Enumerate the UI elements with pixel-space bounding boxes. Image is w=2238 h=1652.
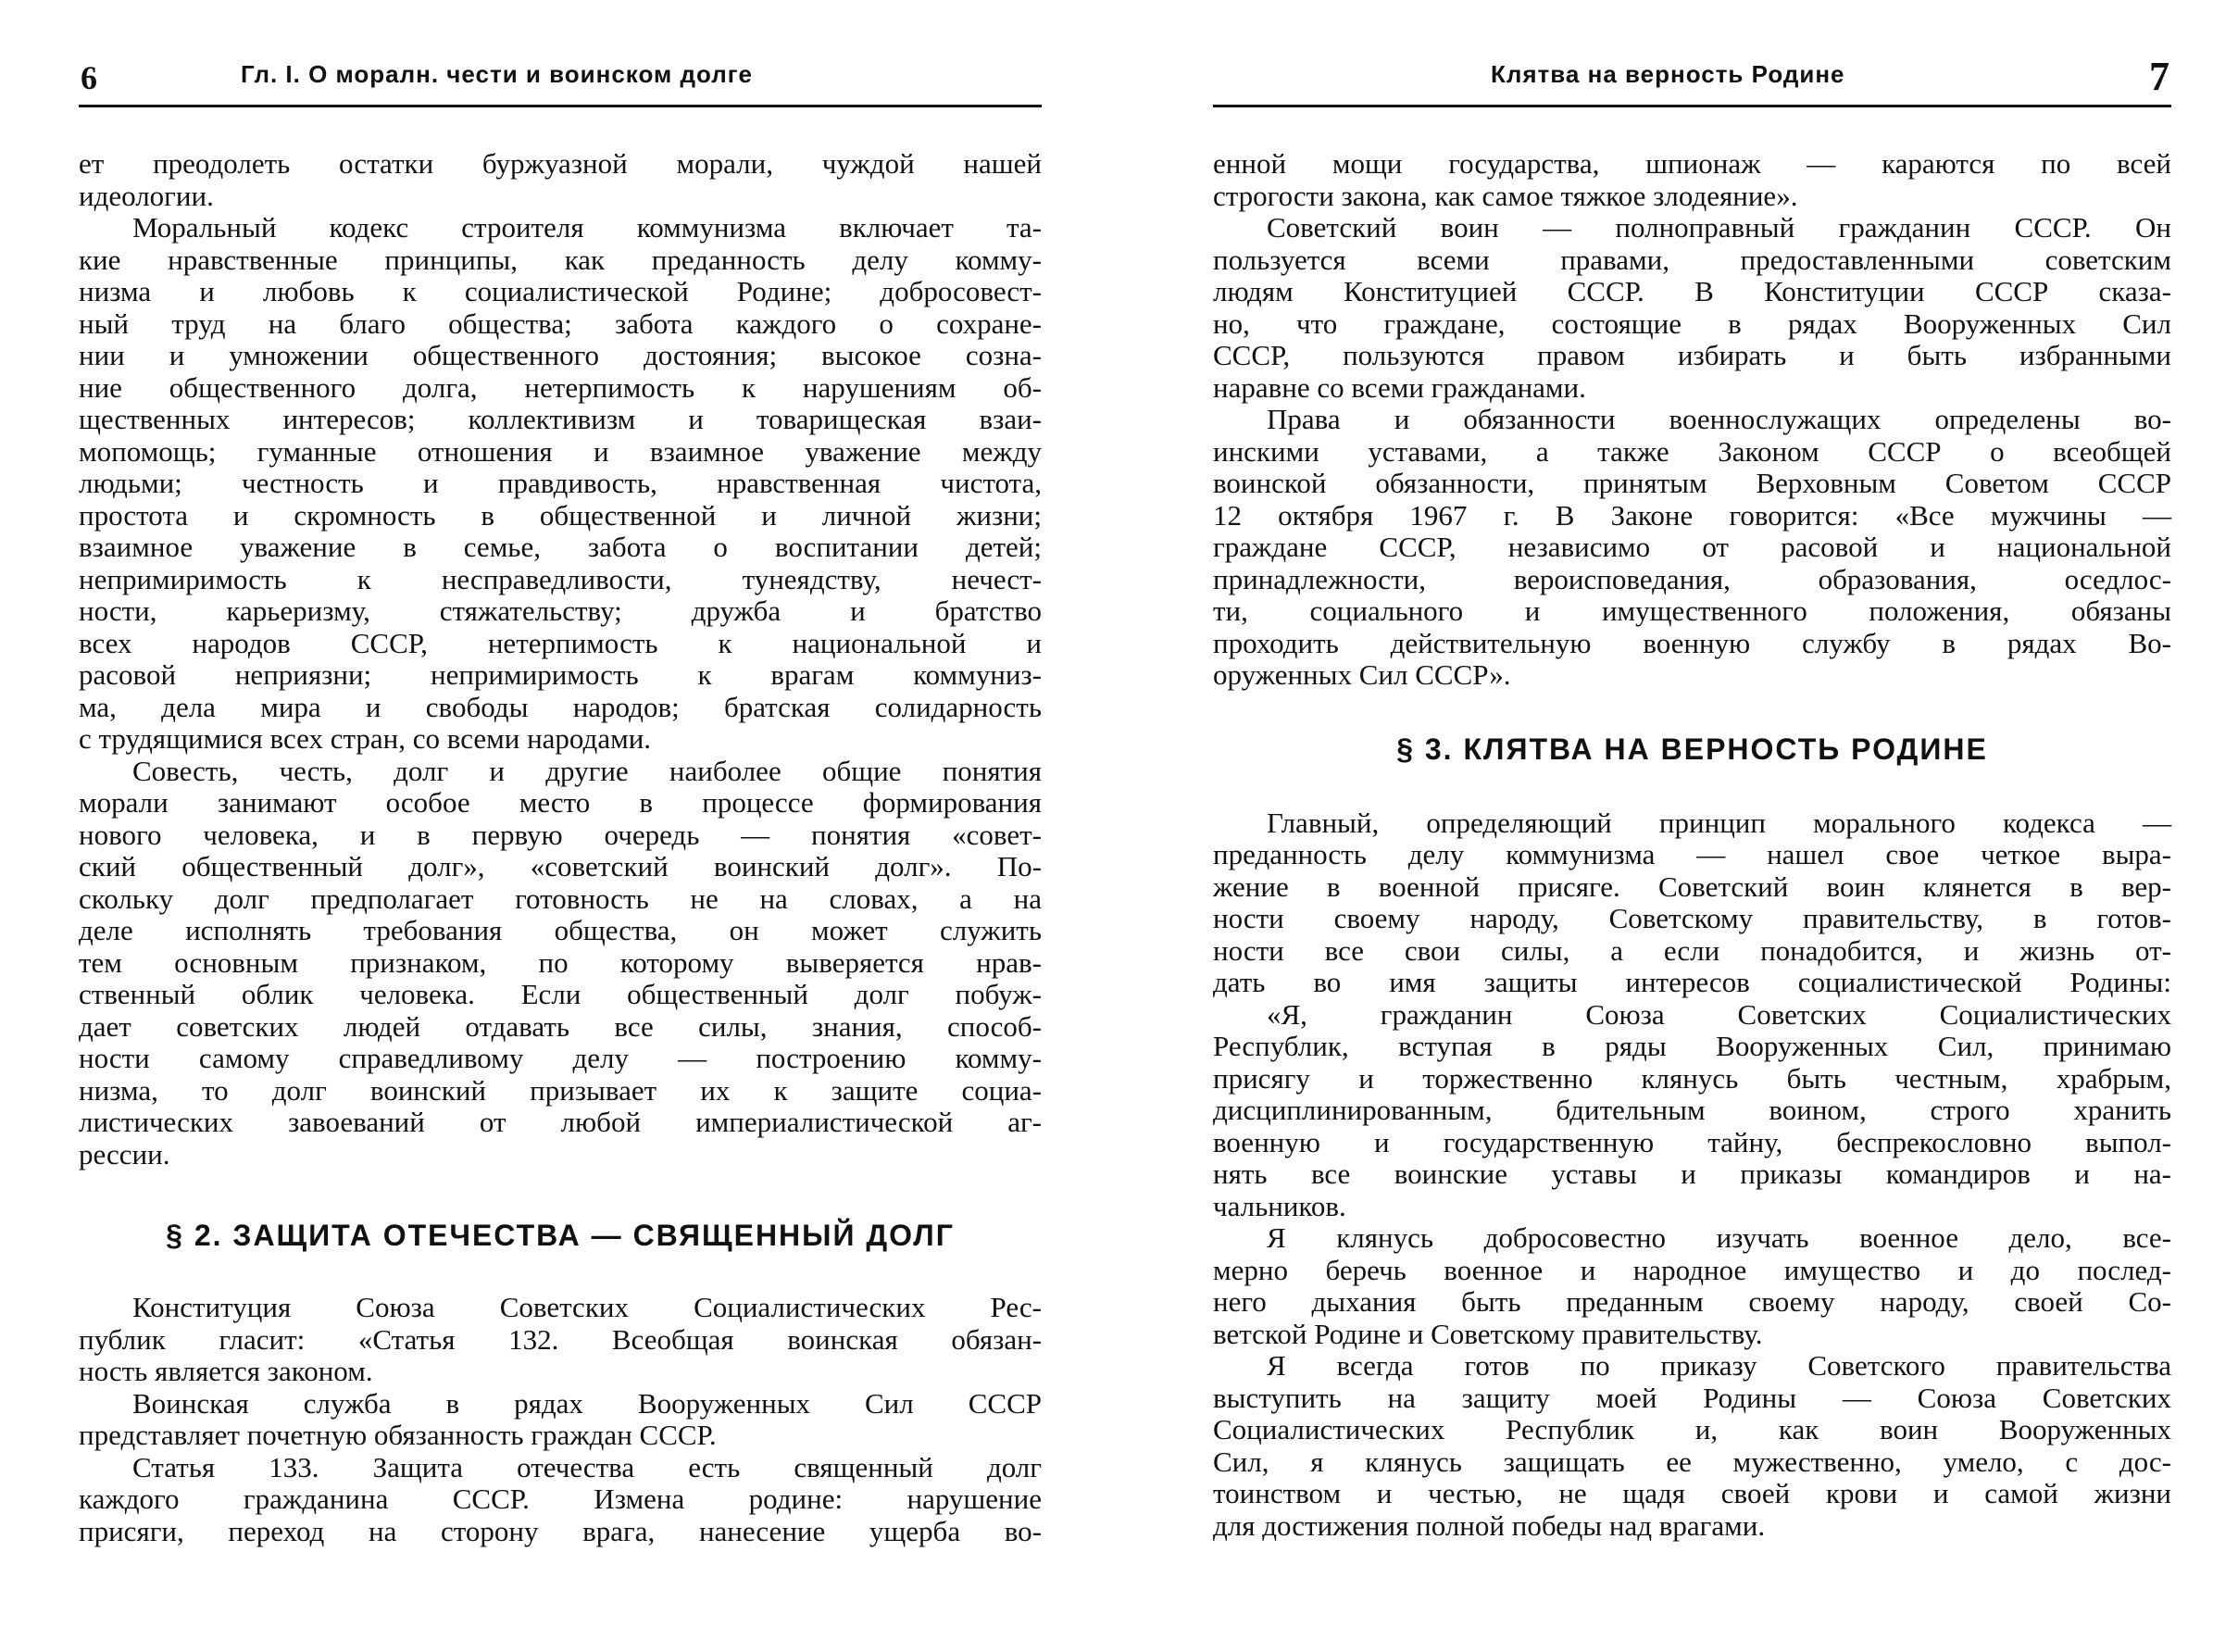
text-line: идеологии.	[79, 179, 214, 212]
text-line: Права и обязанности военнослужащих определены во-	[1267, 403, 2171, 435]
text-line: ти, социального и имущественного положения, обязаны	[1213, 594, 2171, 627]
text-line: инскими уставами, а также Законом СССР о всеобщей	[1213, 434, 2171, 468]
text-line: с трудящимися всех стран, со всеми народами.	[79, 722, 652, 755]
text-line: деле исполнять требования общества, он может служить	[79, 914, 1042, 946]
right-running-title: Клятва на верность Родине	[1491, 60, 1845, 88]
text-line: для достижения полной победы над врагами.	[1213, 1508, 1766, 1542]
text-line: граждане СССР, независимо от расовой и национальной	[1213, 531, 2171, 563]
text-line: ности самому справедливому делу — построению комму-	[79, 1042, 1042, 1074]
text-line: людьми; честность и правдивость, нравственная чистота,	[79, 467, 1042, 499]
text-line: Сил, я клянусь защищать ее мужественно, умело, с дос-	[1213, 1445, 2171, 1478]
text-line: мерно беречь военное и народное имущество и до послед-	[1213, 1253, 2171, 1286]
text-line: Конституция Союза Советских Социалистических Рес-	[132, 1291, 1042, 1323]
text-line: оруженных Сил СССР».	[1213, 658, 1511, 691]
section-3-heading: § 3. КЛЯТВА НА ВЕРНОСТЬ РОДИНЕ	[1396, 732, 1988, 766]
text-line: Главный, определяющий принцип морального кодекса —	[1267, 806, 2171, 839]
text-line: Моральный кодекс строителя коммунизма включает та-	[132, 211, 1042, 244]
text-line: простота и скромность в общественной и личной жизни;	[79, 498, 1042, 532]
text-line: ветской Родине и Советскому правительству.	[1213, 1317, 1763, 1350]
text-line: ности, карьеризму, стяжательству; дружба и братство	[79, 594, 1042, 627]
text-line: ный труд на благо общества; забота каждого о сохране-	[79, 307, 1042, 340]
text-line: но, что граждане, состоящие в рядах Вооруженных Сил	[1213, 307, 2171, 340]
text-line: Советский воин — полноправный гражданин СССР. Он	[1267, 211, 2171, 244]
text-line: расовой неприязни; непримиримость к врагам коммуниз-	[79, 658, 1042, 691]
text-line: Республик, вступая в ряды Вооруженных Сил, принимаю	[1213, 1030, 2171, 1062]
text-line: дать во имя защиты интересов социалистической Родины:	[1213, 966, 2171, 998]
text-line: взаимное уважение в семье, забота о воспитании детей;	[79, 531, 1042, 563]
text-line: нии и умножении общественного достояния; высокое созна-	[79, 339, 1042, 371]
text-line: енной мощи государства, шпионаж — караются по всей	[1213, 147, 2171, 180]
left-page-number: 6	[81, 59, 97, 96]
right-text-block-2	[1213, 807, 2171, 1543]
right-page-number: 7	[2149, 54, 2169, 99]
text-line: СССР, пользуются правом избирать и быть избранными	[1213, 339, 2171, 371]
text-line: рессии.	[79, 1137, 170, 1170]
text-line: преданность делу коммунизма — нашел свое четкое выра-	[1213, 838, 2171, 870]
text-line: непримиримость к несправедливости, тунеядству, нечест-	[79, 562, 1042, 595]
text-line: дает советских людей отдавать все силы, знания, способ-	[79, 1009, 1042, 1043]
text-line: пользуется всеми правами, предоставленными советским	[1213, 243, 2171, 276]
text-line: нового человека, и в первую очередь — понятия «совет-	[79, 818, 1042, 851]
text-line: «Я, гражданин Союза Советских Социалистических	[1267, 997, 2171, 1031]
text-line: присяги, переход на сторону врага, нанесение ущерба во-	[79, 1514, 1042, 1547]
text-line: Я всегда готов по приказу Советского правительства	[1267, 1349, 2171, 1382]
text-line: ность является законом.	[79, 1355, 373, 1387]
text-line: нять все воинские уставы и приказы командиров и на-	[1213, 1158, 2171, 1190]
text-line: него дыхания быть преданным своему народу, своей Со-	[1213, 1285, 2171, 1318]
text-line: представляет почетную обязанность граждан СССР.	[79, 1419, 717, 1451]
text-line: публик гласит: «Статья 132. Всеобщая воинская обязан-	[79, 1322, 1042, 1356]
text-line: низма, то долг воинский призывает их к защите социа-	[79, 1073, 1042, 1107]
left-running-title: Гл. I. О моралн. чести и воинском долге	[241, 60, 754, 88]
text-line: Социалистических Республик и, как воин Вооруженных	[1213, 1413, 2171, 1446]
text-line: принадлежности, вероисповедания, образования, оседлос-	[1213, 562, 2171, 595]
text-line: тем основным признаком, по которому выверяется нрав-	[79, 945, 1042, 979]
text-line: ности все свои силы, а если понадобится, и жизнь от-	[1213, 933, 2171, 967]
text-line: ности своему народу, Советскому правительству, в готов-	[1213, 902, 2171, 934]
text-line: Я клянусь добросовестно изучать военное дело, все-	[1267, 1221, 2171, 1254]
text-line: листических завоеваний от любой империалистической аг-	[79, 1106, 1042, 1138]
right-text-block-1	[1213, 148, 2171, 692]
left-running-head	[79, 51, 1042, 107]
text-line: морали занимают особое место в процессе формирования	[79, 786, 1042, 819]
text-line: строгости закона, как самое тяжкое злодеяние».	[1213, 179, 1798, 212]
text-line: Статья 133. Защита отечества есть священный долг	[132, 1450, 1042, 1483]
left-page	[79, 0, 1042, 1652]
section-2-heading: § 2. ЗАЩИТА ОТЕЧЕСТВА — СВЯЩЕННЫЙ ДОЛГ	[166, 1219, 955, 1252]
text-line: ет преодолеть остатки буржуазной морали, чуждой нашей	[79, 147, 1042, 180]
text-line: Воинская служба в рядах Вооруженных Сил СССР	[132, 1386, 1042, 1420]
text-line: наравне со всеми гражданами.	[1213, 370, 1586, 404]
text-line: проходить действительную военную службу в рядах Во-	[1213, 626, 2171, 659]
text-line: ние общественного долга, нетерпимость к нарушениям об-	[79, 370, 1042, 404]
text-line: всех народов СССР, нетерпимость к национальной и	[79, 626, 1042, 659]
text-line: кие нравственные принципы, как преданность делу комму-	[79, 243, 1042, 276]
text-line: мопомощь; гуманные отношения и взаимное уважение между	[79, 434, 1042, 468]
text-line: выступить на защиту моей Родины — Союза Советских	[1213, 1381, 2171, 1414]
right-page-body	[1213, 148, 2171, 1542]
text-line: ма, дела мира и свободы народов; братская солидарность	[79, 690, 1042, 723]
text-line: дисциплинированным, бдительным воином, строго хранить	[1213, 1094, 2171, 1126]
left-text-block-1	[79, 148, 1042, 1170]
text-line: воинской обязанности, принятым Верховным Советом СССР	[1213, 467, 2171, 499]
right-page	[1213, 0, 2171, 1652]
left-text-block-2	[79, 1292, 1042, 1547]
text-line: военную и государственную тайну, беспрекословно выпол-	[1213, 1125, 2171, 1158]
text-line: людям Конституцией СССР. В Конституции СССР сказа-	[1213, 275, 2171, 307]
text-line: присягу и торжественно клянусь быть честным, храбрым,	[1213, 1061, 2171, 1095]
text-line: жение в военной присяге. Советский воин клянется в вер-	[1213, 870, 2171, 903]
text-line: каждого гражданина СССР. Измена родине: нарушение	[79, 1483, 1042, 1515]
left-page-body	[79, 148, 1042, 1547]
text-line: низма и любовь к социалистической Родине; добросовест-	[79, 275, 1042, 307]
text-line: скольку долг предполагает готовность не на словах, а на	[79, 882, 1042, 915]
right-running-head	[1213, 51, 2171, 107]
text-line: ственный облик человека. Если общественный долг побуж-	[79, 978, 1042, 1010]
text-line: 12 октября 1967 г. В Законе говорится: «Все мужчины —	[1213, 498, 2171, 532]
text-line: щественных интересов; коллективизм и товарищеская взаи-	[79, 403, 1042, 435]
text-line: ский общественный долг», «советский воинский долг». По-	[79, 850, 1042, 882]
text-line: тоинством и честью, не щадя своей крови и самой жизни	[1213, 1477, 2171, 1509]
text-line: чальников.	[1213, 1189, 1346, 1222]
text-line: Совесть, честь, долг и другие наиболее общие понятия	[132, 754, 1042, 787]
